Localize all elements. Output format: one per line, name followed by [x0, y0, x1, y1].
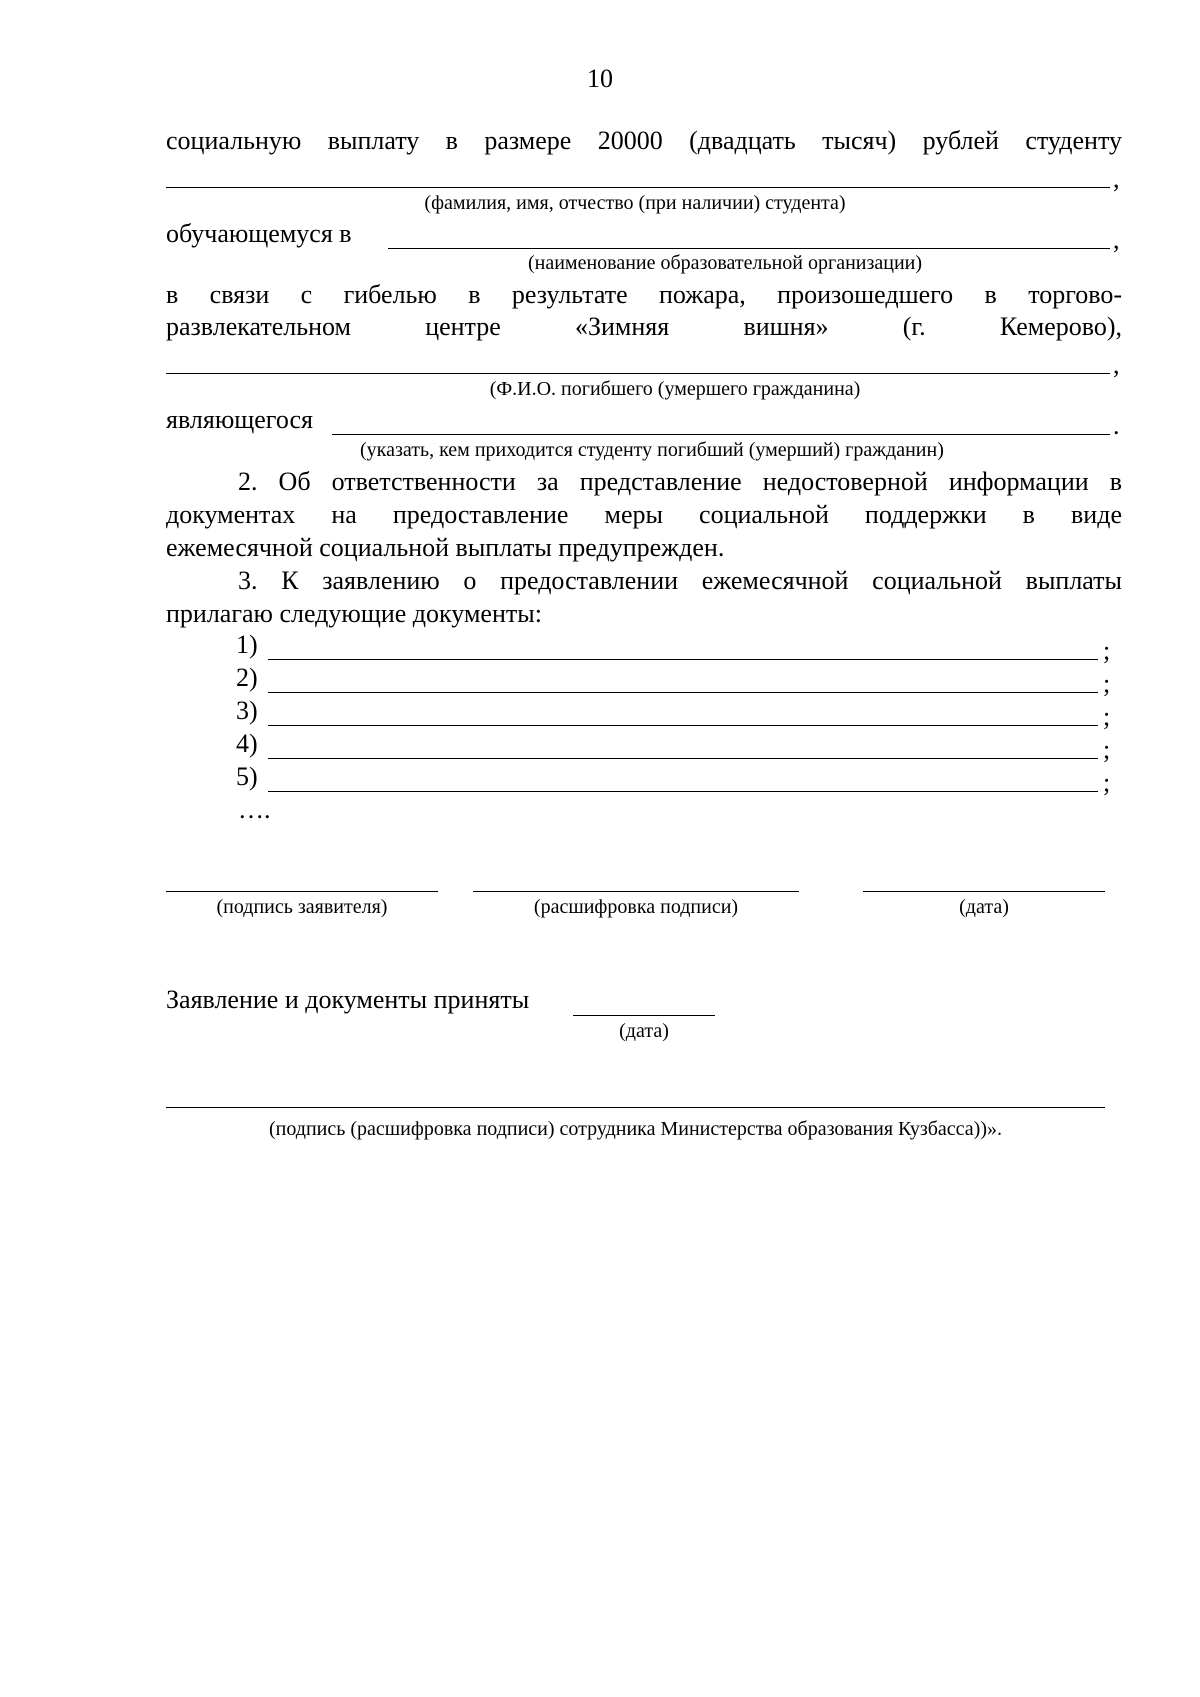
caption-signature-decoding: (расшифровка подписи): [533, 896, 739, 918]
doc-item-number: 4): [236, 729, 258, 758]
caption-relation: (указать, кем приходится студенту погибший (умерший) гражданин): [360, 439, 944, 461]
deceased-name-field[interactable]: [166, 373, 1110, 374]
caption-date: (дата): [959, 896, 1009, 918]
semicolon-mark: ;: [1103, 636, 1111, 665]
accepted-date-field[interactable]: [573, 1015, 715, 1016]
item2-line1: 2. Об ответственности за представление недостоверной информации в: [238, 467, 1122, 496]
semicolon-mark: ;: [1103, 669, 1111, 698]
comma-mark: ,: [1113, 164, 1120, 193]
comma-mark: ,: [1113, 225, 1120, 254]
item2-line2: документах на предоставление меры социальной поддержки в виде: [166, 500, 1122, 529]
organization-field[interactable]: [388, 248, 1110, 249]
accepted-label: Заявление и документы приняты: [166, 985, 530, 1014]
paragraph-fire-line2: развлекательном центре «Зимняя вишня» (г. Кемерово),: [166, 312, 1122, 341]
caption-student: (фамилия, имя, отчество (при наличии) студента): [424, 192, 846, 214]
signature-decoding-field[interactable]: [473, 891, 799, 892]
semicolon-mark: ;: [1103, 702, 1111, 731]
doc-item-field[interactable]: [268, 791, 1098, 792]
doc-item-number: 3): [236, 696, 258, 725]
student-name-field[interactable]: [166, 187, 1110, 188]
comma-mark: ,: [1113, 350, 1120, 379]
ellipsis: ….: [238, 795, 271, 824]
doc-item-field[interactable]: [268, 692, 1098, 693]
semicolon-mark: ;: [1103, 768, 1111, 797]
studying-in-label: обучающемуся в: [166, 219, 352, 248]
paragraph-payment: социальную выплату в размере 20000 (двадцать тысяч) рублей студенту: [166, 126, 1122, 155]
doc-item-field[interactable]: [268, 725, 1098, 726]
paragraph-fire-line1: в связи с гибелью в результате пожара, произошедшего в торгово-: [166, 280, 1122, 309]
caption-deceased: (Ф.И.О. погибшего (умершего гражданина): [489, 378, 861, 400]
period-mark: .: [1113, 411, 1120, 440]
doc-item-number: 5): [236, 762, 258, 791]
item3-line1: 3. К заявлению о предоставлении ежемесячной социальной выплаты: [238, 566, 1122, 595]
semicolon-mark: ;: [1103, 735, 1111, 764]
applicant-signature-field[interactable]: [166, 891, 438, 892]
date-field[interactable]: [863, 891, 1105, 892]
being-label: являющегося: [166, 405, 313, 434]
caption-employee-signature: (подпись (расшифровка подписи) сотрудника Министерства образования Кузбасса))».: [268, 1118, 1003, 1140]
item3-line2: прилагаю следующие документы:: [166, 599, 542, 628]
doc-item-number: 2): [236, 663, 258, 692]
doc-item-number: 1): [236, 630, 258, 659]
doc-item-field[interactable]: [268, 758, 1098, 759]
page-number: 10: [587, 64, 613, 93]
caption-accepted-date: (дата): [619, 1020, 669, 1042]
employee-signature-field[interactable]: [166, 1107, 1105, 1108]
caption-applicant-signature: (подпись заявителя): [216, 896, 388, 918]
caption-organization: (наименование образовательной организации): [527, 252, 923, 274]
relation-field[interactable]: [332, 434, 1110, 435]
item2-line3: ежемесячной социальной выплаты предупрежден.: [166, 533, 725, 562]
doc-item-field[interactable]: [268, 659, 1098, 660]
